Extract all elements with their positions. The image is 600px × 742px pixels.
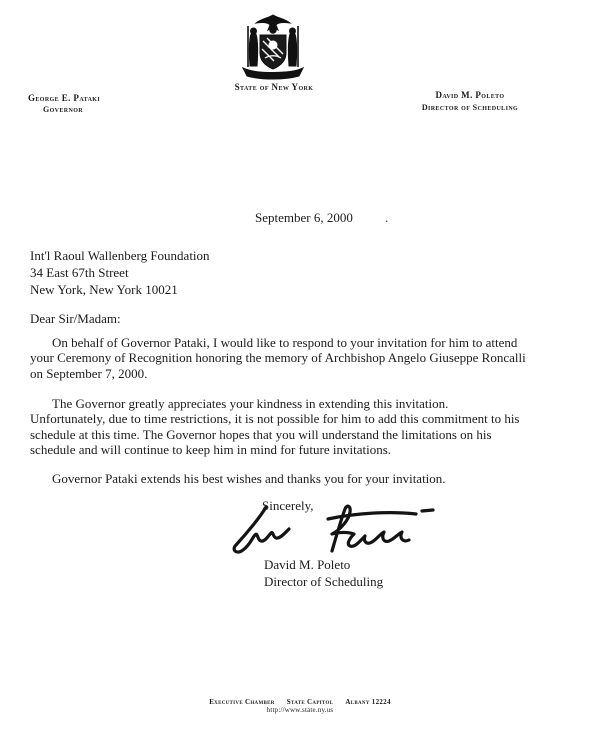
body-text-line: on September 7, 2000. [30,365,148,381]
director-title: Director of Scheduling [421,103,519,112]
typed-name: David M. Poleto [264,557,351,572]
stray-mark: . [385,210,389,225]
salutation: Dear Sir/Madam: [30,311,121,326]
body-text-line: Unfortunately, due to time restrictions, it is not possible for him to add this commitment to his [30,411,520,427]
footer-city-zip: Albany 12224 [345,698,391,706]
recipient-line: 34 East 67th Street [30,265,129,280]
body-text-line: The Governor greatly appreciates your kindness in extending this invitation. [52,396,449,411]
footer-url: http://www.state.ny.us [266,706,334,714]
governor-name: George E. Pataki [28,93,101,103]
paragraph-3 [30,471,446,486]
seal-caption: State of New York [234,82,314,92]
recipient-line: Int'l Raoul Wallenberg Foundation [30,248,210,263]
signature-block [264,556,383,590]
ny-state-seal-icon [239,14,307,80]
body-text-line: Governor Pataki extends his best wishes and thanks you for your invitation. [52,471,446,486]
date-line: September 6, 2000 [255,210,353,225]
valediction: Sincerely, [262,498,314,513]
body-text-line: schedule at this time. The Governor hopes that you will understand the limitations on his [30,426,492,442]
typed-title: Director of Scheduling [264,574,384,589]
footer-chamber: Executive Chamber [209,698,275,706]
body-text-line: schedule and will continue to keep him in mind for future invitations. [30,442,392,458]
paragraph-2 [30,396,520,458]
recipient-line: New York, New York 10021 [30,282,178,297]
signature [228,503,436,559]
letterhead-right [418,90,522,112]
director-name: David M. Poleto [435,90,505,100]
body-text-line: On behalf of Governor Pataki, I would like to respond to your invitation for him to attend [52,335,518,350]
footer-address-line [0,698,600,706]
governor-title: Governor [42,105,84,114]
footer [0,698,600,714]
recipient-address [30,247,210,298]
body-text-line: your Ceremony of Recognition honoring the memory of Archbishop Angelo Giuseppe Roncalli [30,350,526,366]
paragraph-1 [30,335,526,381]
letterhead-left [28,93,101,114]
footer-capitol: State Capitol [286,698,334,706]
